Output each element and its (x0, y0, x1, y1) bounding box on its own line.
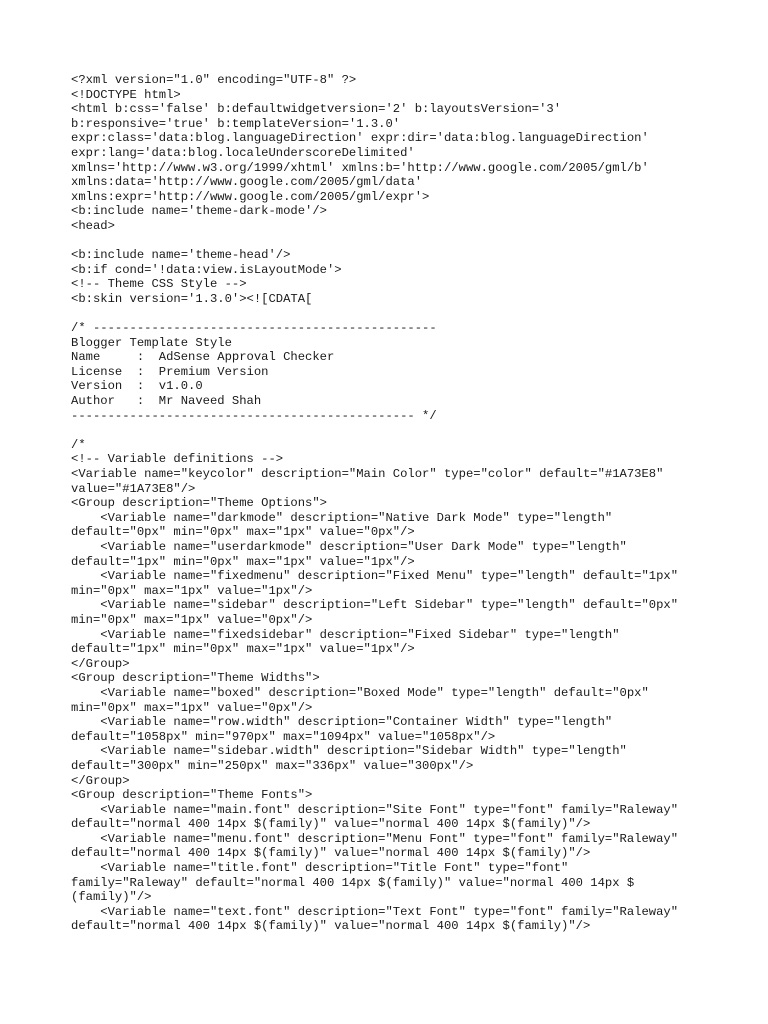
code-line: <Variable name="darkmode" description="Native Dark Mode" type="length" (71, 510, 613, 525)
code-line: default="1px" min="0px" max="1px" value="1px"/> (71, 554, 415, 569)
code-line: (family)"/> (71, 890, 152, 905)
code-line: Author : Mr Naveed Shah (71, 394, 262, 409)
code-line: default="normal 400 14px $(family)" value="normal 400 14px $(family)"/> (71, 846, 591, 861)
code-line: xmlns:data='http://www.google.com/2005/gml/data' (71, 175, 423, 190)
code-line: <!DOCTYPE html> (71, 87, 181, 102)
code-line: <Variable name="fixedsidebar" description="Fixed Sidebar" type="length" (71, 627, 620, 642)
code-line: <Variable name="text.font" description="Text Font" type="font" family="Raleway" (71, 904, 679, 919)
code-line: b:responsive='true' b:templateVersion='1.3.0' (71, 116, 401, 131)
code-line: <!-- Theme CSS Style --> (71, 277, 247, 292)
code-line: Blogger Template Style (71, 335, 232, 350)
code-line: <b:skin version='1.3.0'><![CDATA[ (71, 291, 313, 306)
code-line: <Variable name="title.font" description="Title Font" type="font" (71, 861, 569, 876)
code-line: <html b:css='false' b:defaultwidgetversion='2' b:layoutsVersion='3' (71, 102, 562, 117)
code-line (71, 234, 741, 249)
code-line: xmlns='http://www.w3.org/1999/xhtml' xmlns:b='http://www.google.com/2005/gml/b' (71, 160, 649, 175)
code-line: default="1px" min="0px" max="1px" value="1px"/> (71, 642, 415, 657)
code-line: License : Premium Version (71, 364, 269, 379)
code-line: <b:include name='theme-dark-mode'/> (71, 204, 327, 219)
code-line: <Group description="Theme Fonts"> (71, 788, 313, 803)
code-line: <Group description="Theme Options"> (71, 496, 327, 511)
code-line: <!-- Variable definitions --> (71, 452, 284, 467)
code-line: /* ----------------------------------------------- (71, 321, 437, 336)
code-line: <Variable name="fixedmenu" description="Fixed Menu" type="length" default="1px" (71, 569, 679, 584)
code-line: family="Raleway" default="normal 400 14px $(family)" value="normal 400 14px $ (71, 875, 635, 890)
code-line: ----------------------------------------------- */ (71, 408, 437, 423)
code-line (71, 423, 741, 438)
code-line: min="0px" max="1px" value="0px"/> (71, 612, 313, 627)
code-line: <Group description="Theme Widths"> (71, 671, 320, 686)
code-line: Version : v1.0.0 (71, 379, 203, 394)
code-line: value="#1A73E8"/> (71, 481, 196, 496)
code-line: </Group> (71, 773, 130, 788)
code-line: default="0px" min="0px" max="1px" value="0px"/> (71, 525, 415, 540)
code-line: </Group> (71, 656, 130, 671)
code-line: expr:lang='data:blog.localeUnderscoreDelimited' (71, 145, 415, 160)
code-line: min="0px" max="1px" value="0px"/> (71, 700, 313, 715)
code-line: xmlns:expr='http://www.google.com/2005/gml/expr'> (71, 189, 430, 204)
code-line: <?xml version="1.0" encoding="UTF-8" ?> (71, 73, 357, 87)
code-line: <head> (71, 218, 115, 233)
code-text-block (71, 73, 741, 934)
code-line: <Variable name="keycolor" description="Main Color" type="color" default="#1A73E8" (71, 467, 664, 482)
code-line: default="300px" min="250px" max="336px" value="300px"/> (71, 758, 474, 773)
code-line: default="normal 400 14px $(family)" value="normal 400 14px $(family)"/> (71, 919, 591, 934)
code-line: /* (71, 437, 86, 452)
code-line: <Variable name="boxed" description="Boxed Mode" type="length" default="0px" (71, 685, 649, 700)
code-line: <Variable name="sidebar.width" description="Sidebar Width" type="length" (71, 744, 627, 759)
code-line: <Variable name="row.width" description="Container Width" type="length" (71, 715, 613, 730)
code-line: <b:if cond='!data:view.isLayoutMode'> (71, 262, 342, 277)
code-line: min="0px" max="1px" value="1px"/> (71, 583, 313, 598)
code-line: <Variable name="main.font" description="Site Font" type="font" family="Raleway" (71, 802, 679, 817)
code-line: default="normal 400 14px $(family)" value="normal 400 14px $(family)"/> (71, 817, 591, 832)
code-line: expr:class='data:blog.languageDirection' expr:dir='data:blog.languageDirection' (71, 131, 649, 146)
code-line: <b:include name='theme-head'/> (71, 248, 291, 263)
code-line: <Variable name="menu.font" description="Menu Font" type="font" family="Raleway" (71, 831, 679, 846)
code-line (71, 307, 741, 322)
code-line: <Variable name="sidebar" description="Left Sidebar" type="length" default="0px" (71, 598, 679, 613)
code-line: <Variable name="userdarkmode" description="User Dark Mode" type="length" (71, 540, 627, 554)
code-line: default="1058px" min="970px" max="1094px" value="1058px"/> (71, 729, 496, 744)
code-line: Name : AdSense Approval Checker (71, 350, 335, 365)
